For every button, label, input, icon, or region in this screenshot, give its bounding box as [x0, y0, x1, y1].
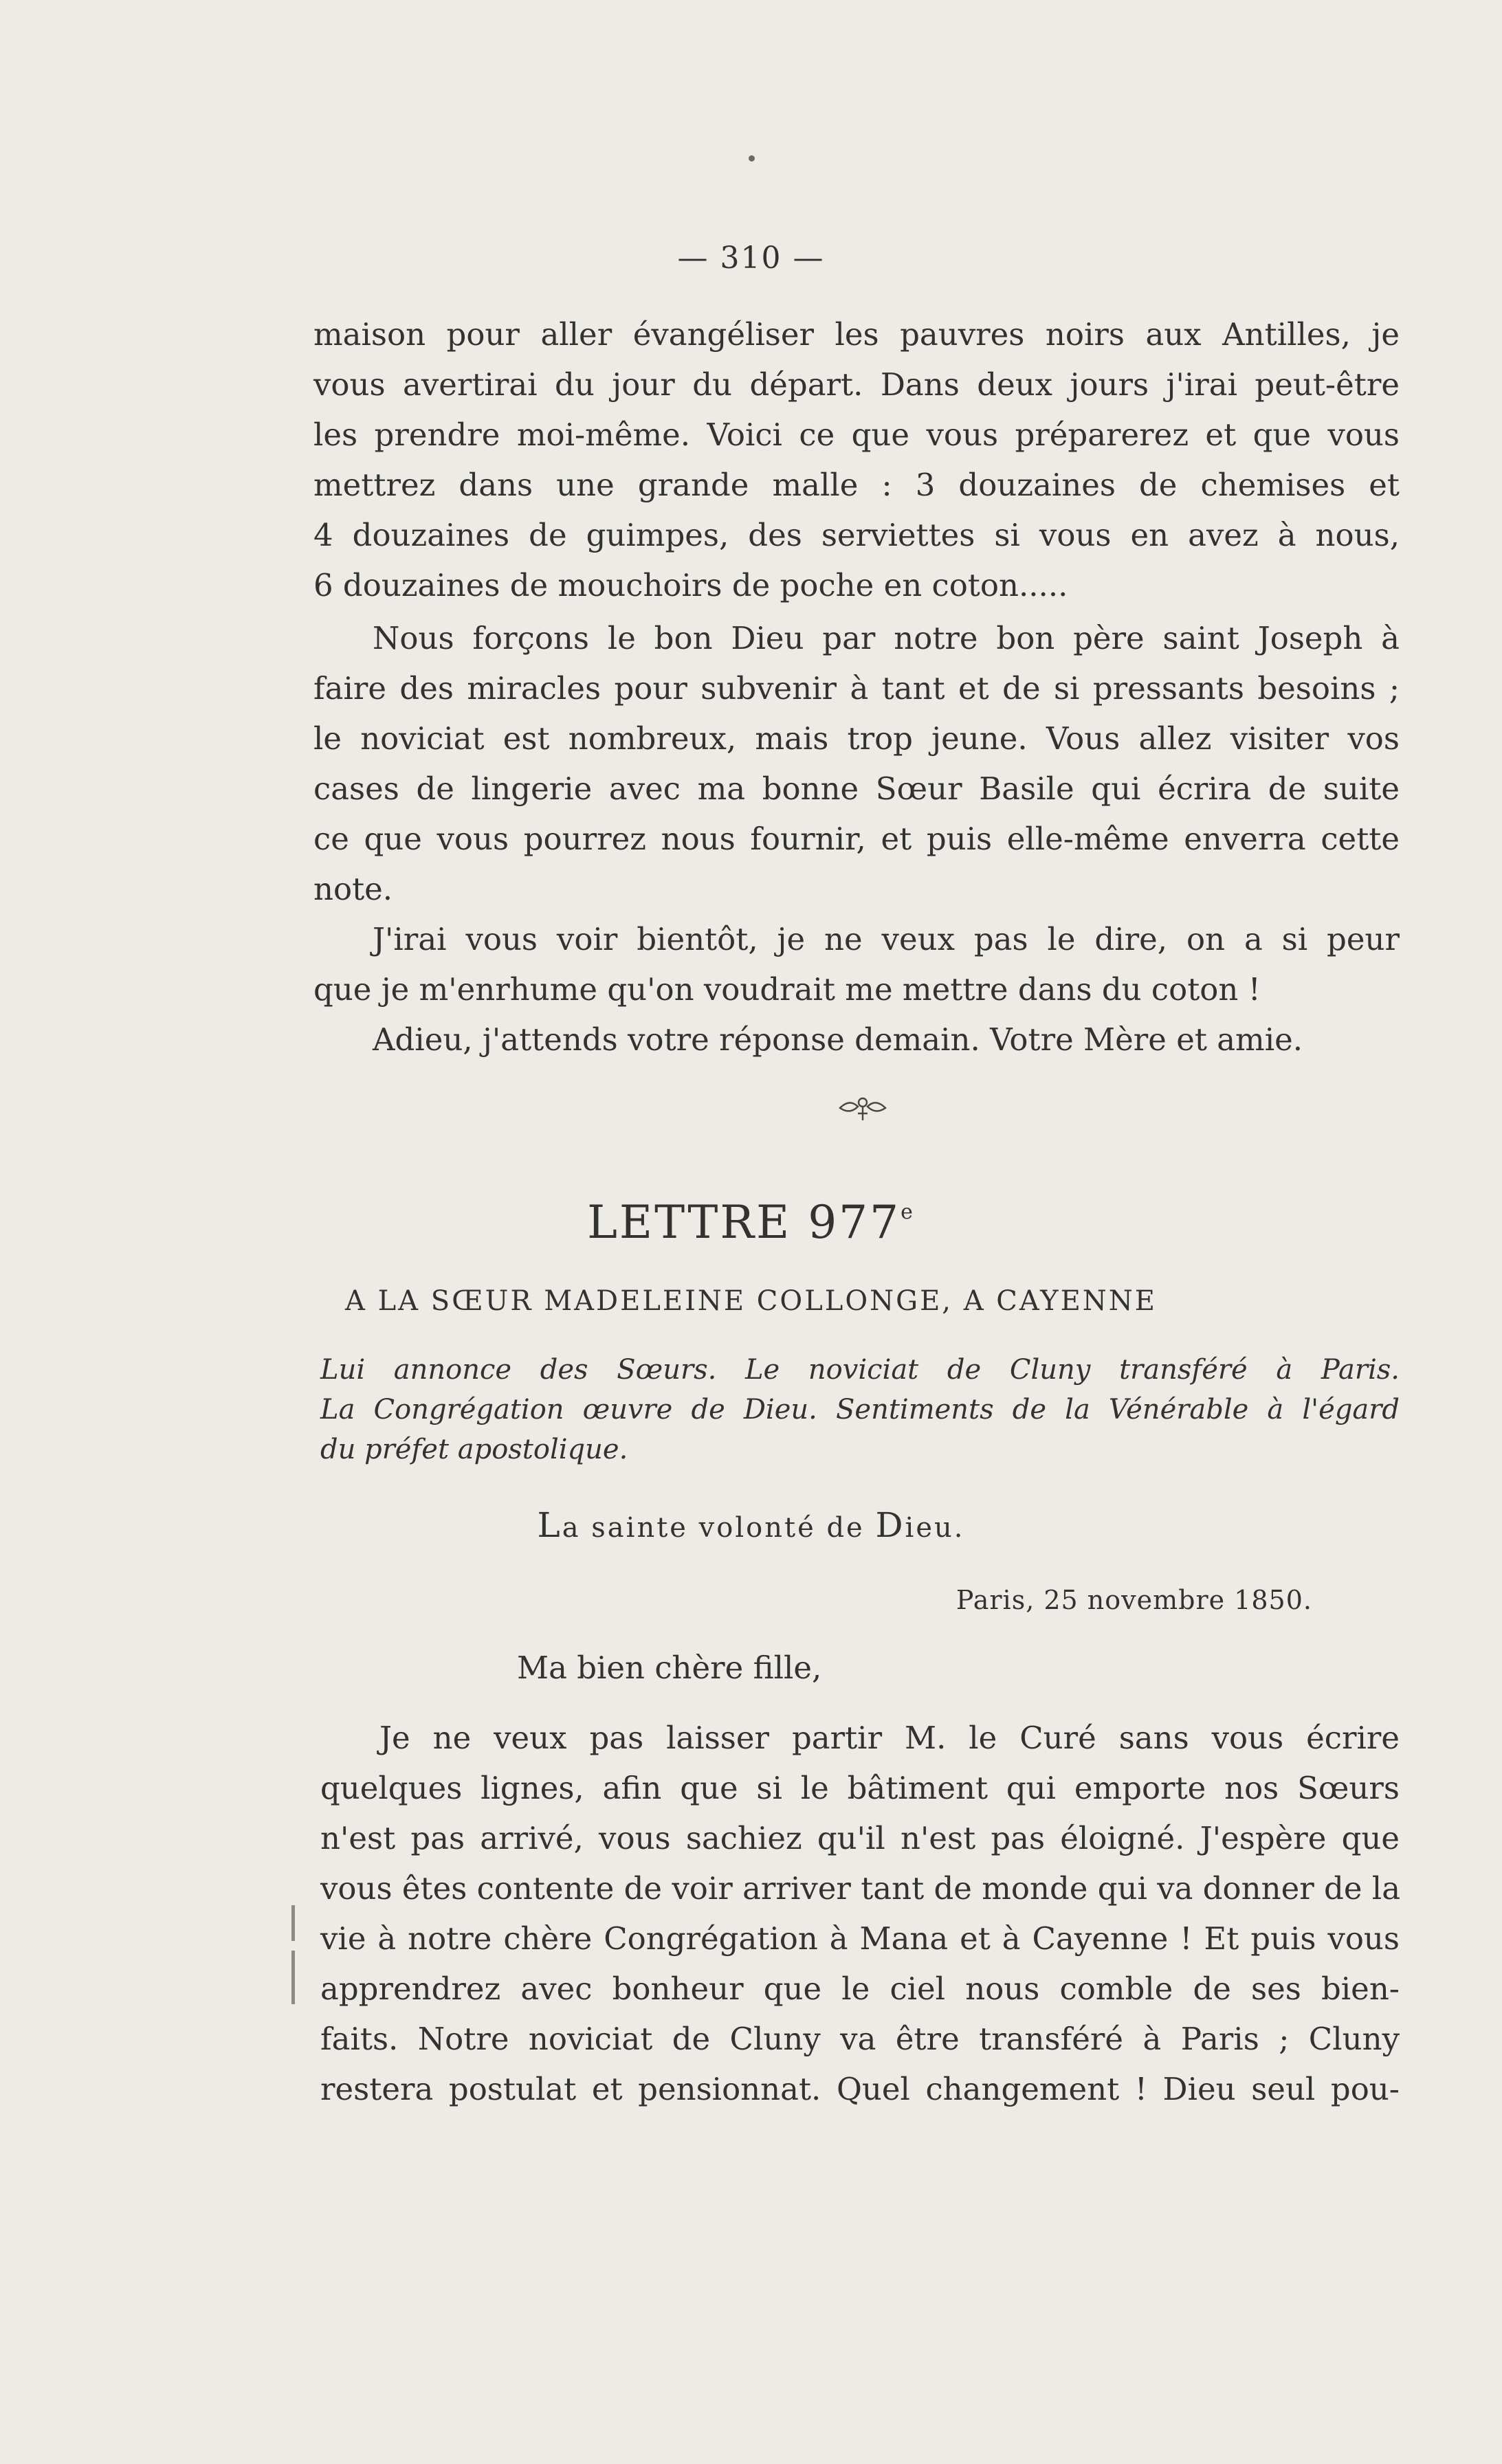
motto: [0, 1505, 1502, 1545]
text-line: vie à notre chère Congrégation à Mana et à Cayenne ! Et puis vous: [320, 1920, 1400, 1957]
letter-subtitle: A LA SŒUR MADELEINE COLLONGE, A CAYENNE: [345, 1285, 1157, 1317]
paragraph-3: [313, 914, 1400, 1014]
margin-mark: [291, 1951, 295, 2004]
text-line: quelques lignes, afin que si le bâtiment qui emporte nos Sœurs: [320, 1770, 1400, 1806]
motto-text: sainte volonté de: [591, 1512, 865, 1544]
text-line: J'irai vous voir bientôt, je ne veux pas le dire, on a si peur: [373, 921, 1400, 957]
text-line: vous avertirai du jour du départ. Dans deux jours j'irai peut-être: [313, 366, 1400, 403]
margin-mark: [291, 1905, 295, 1941]
motto-initial: D: [875, 1505, 905, 1545]
summary-line: Lui annonce des Sœurs. Le noviciat de Cluny transféré à Paris.: [320, 1354, 1400, 1386]
motto-initial: L: [537, 1505, 562, 1545]
text-line: ce que vous pourrez nous fournir, et puis elle-même enverra cette: [313, 821, 1400, 857]
paragraph-4: [313, 1014, 1400, 1065]
text-line: le noviciat est nombreux, mais trop jeune. Vous allez visiter vos: [313, 720, 1400, 757]
continued-paragraph: [313, 309, 1400, 610]
text-line: faits. Notre noviciat de Cluny va être transféré à Paris ; Cluny: [320, 2021, 1400, 2057]
salutation: Ma bien chère fille,: [517, 1650, 822, 1686]
text-line: faire des miracles pour subvenir à tant et de si pressants besoins ;: [313, 670, 1400, 707]
ink-speck: [749, 155, 755, 162]
text-line: Adieu, j'attends votre réponse demain. Votre Mère et amie.: [373, 1021, 1303, 1058]
text-line: note.: [313, 871, 393, 907]
text-line: les prendre moi-même. Voici ce que vous préparerez et que vous: [313, 417, 1400, 453]
page-number: — 310 —: [677, 241, 825, 276]
text-line: vous êtes contente de voir arriver tant de monde qui va donner de la: [320, 1870, 1401, 1907]
text-line: Nous forçons le bon Dieu par notre bon père saint Joseph à: [373, 620, 1400, 656]
text-line: que je m'enrhume qu'on voudrait me mettre dans du coton !: [313, 971, 1261, 1008]
text-line: maison pour aller évangéliser les pauvres noirs aux Antilles, je: [313, 316, 1400, 353]
text-line: n'est pas arrivé, vous sachiez qu'il n'est pas éloigné. J'espère que: [320, 1820, 1400, 1856]
motto-text: ieu.: [905, 1512, 965, 1544]
place-date: Paris, 25 novembre 1850.: [956, 1585, 1312, 1615]
ornament-icon: [837, 1094, 888, 1123]
text-line: Je ne veux pas laisser partir M. le Curé sans vous écrire: [379, 1720, 1400, 1756]
summary-line: du préfet apostolique.: [320, 1434, 628, 1465]
summary-line: La Congrégation œuvre de Dieu. Sentiments de la Vénérable à l'égard: [320, 1394, 1400, 1425]
text-line: mettrez dans une grande malle : 3 douzaines de chemises et: [313, 467, 1400, 503]
letter-body: [320, 1713, 1400, 2114]
motto-text: a: [562, 1512, 581, 1544]
letter-title-superscript: e: [901, 1200, 915, 1224]
paragraph-2: [313, 613, 1400, 914]
letter-title: [0, 1196, 1502, 1249]
text-line: 6 douzaines de mouchoirs de poche en coton.....: [313, 567, 1068, 603]
text-line: cases de lingerie avec ma bonne Sœur Basile qui écrira de suite: [313, 770, 1400, 807]
text-line: 4 douzaines de guimpes, des serviettes si vous en avez à nous,: [313, 517, 1400, 553]
letter-summary: [320, 1350, 1400, 1469]
text-line: apprendrez avec bonheur que le ciel nous comble de ses bien-: [320, 1971, 1400, 2007]
text-line: restera postulat et pensionnat. Quel changement ! Dieu seul pou-: [320, 2071, 1400, 2107]
letter-title-text: LETTRE 977: [587, 1196, 901, 1249]
